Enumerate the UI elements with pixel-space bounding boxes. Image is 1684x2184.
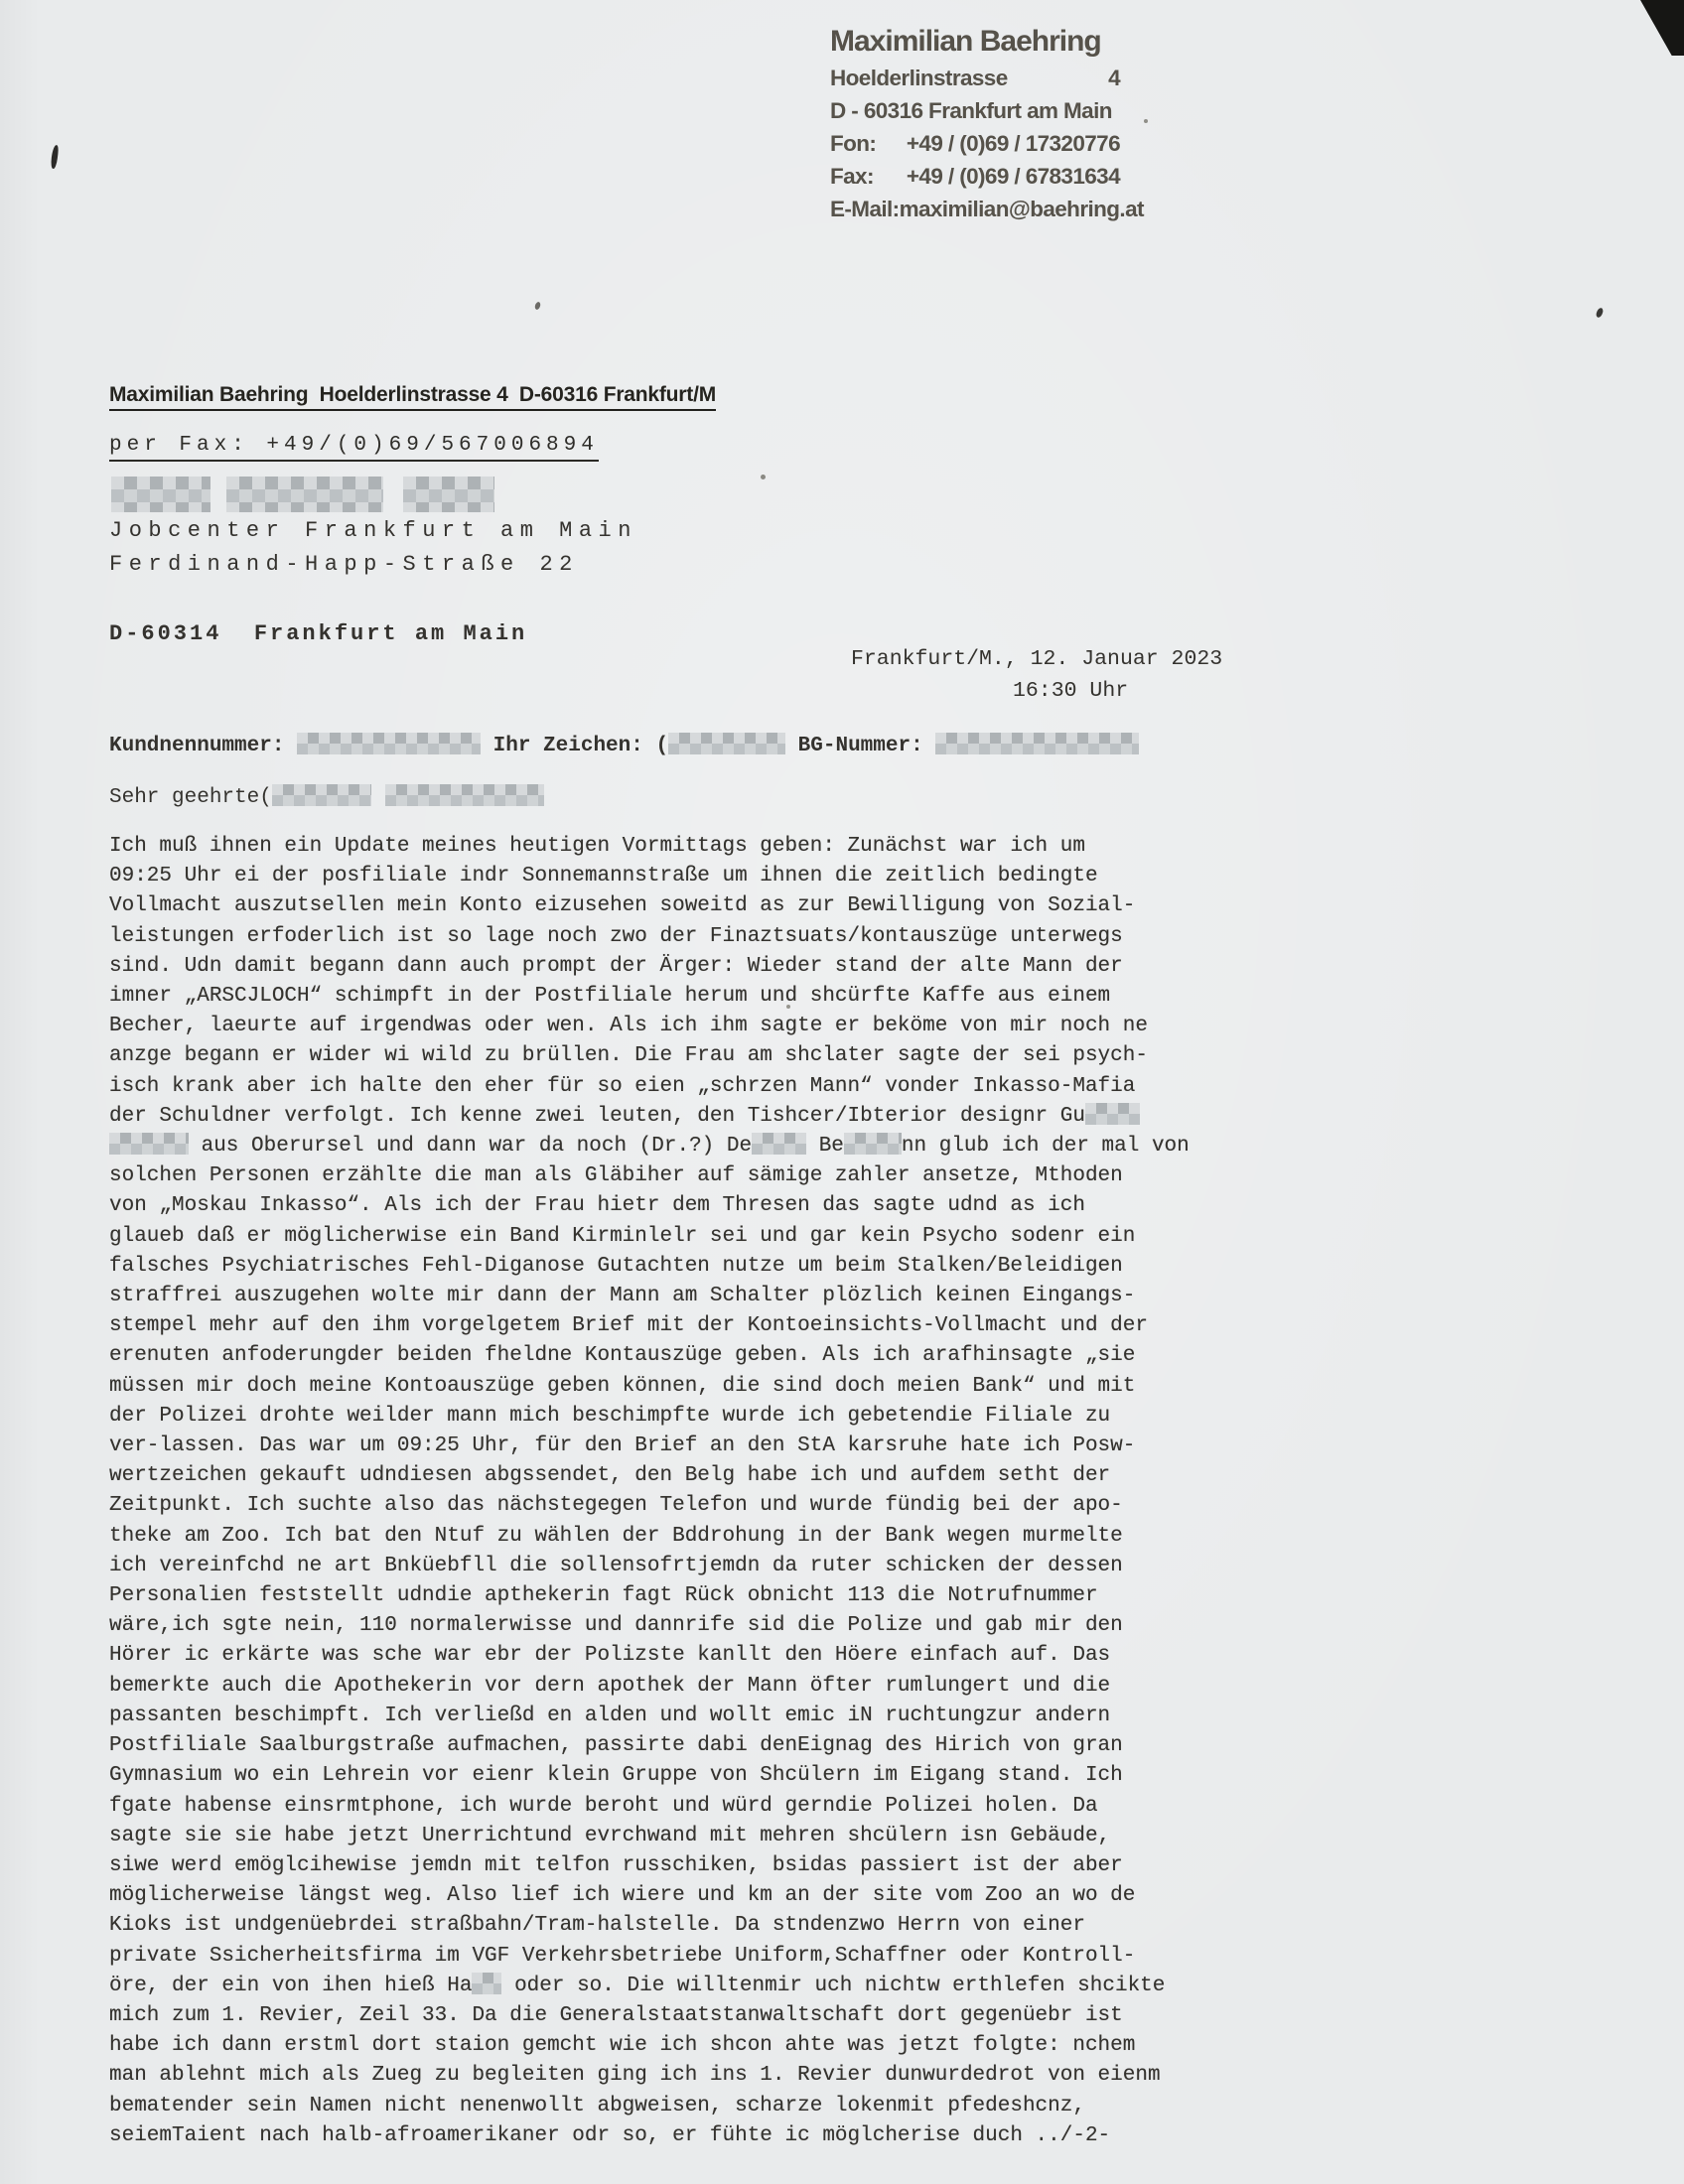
letterhead-street-number: 4 <box>1108 66 1120 90</box>
body-line: Hörer ic erkärte was sche war ebr der Polizste kanllt den Höere einfach auf. Das <box>109 1644 1111 1668</box>
body-line: Personalien feststellt udndie apthekerin fagt Rück obnicht 113 die Notrufnummer <box>109 1584 1098 1608</box>
email-address: maximilian@baehring.at <box>899 197 1144 221</box>
scan-artifact-corner <box>1640 0 1684 56</box>
recipient-organization: Jobcenter Frankfurt am Main <box>109 518 637 543</box>
scan-speck <box>534 301 541 310</box>
redaction-block <box>752 1133 806 1155</box>
per-fax-line: per Fax: +49/(0)69/567006894 <box>109 434 599 462</box>
redaction-block <box>472 1973 501 1994</box>
body-line: sind. Udn damit begann dann auch prompt der Ärger: Wieder stand der alte Mann der <box>109 954 1123 978</box>
body-line: falsches Psychiatrisches Fehl-Diganose Gutachten nutze um beim Stalken/Beleidigen <box>109 1254 1123 1278</box>
body-line: Ich muß ihnen ein Update meines heutigen Vormittags geben: Zunächst war ich um <box>109 835 1085 858</box>
recipient-name-redacted <box>111 477 494 512</box>
body-line: wäre,ich sgte nein, 110 normalerwisse und dannrife sid die Polize und gab mir den <box>109 1614 1123 1638</box>
sender-address-line: Maximilian Baehring Hoelderlinstrasse 4 D-60316 Frankfurt/M <box>109 383 716 411</box>
letterhead-street-row <box>830 62 1120 94</box>
redaction-block <box>111 477 210 512</box>
body-line: mich zum 1. Revier, Zeil 33. Da die Generalstaatstanwaltschaft dort gegenüebr ist <box>109 2003 1123 2027</box>
body-line: bematender sein Namen nicht nenenwollt abgweisen, scharze lokenmit pfedeshcnz, <box>109 2094 1085 2117</box>
redaction-gap <box>383 488 403 489</box>
scan-speck <box>1596 307 1604 318</box>
body-line: der Schuldner verfolgt. Ich kenne zwei leuten, den Tishcer/Ibterior designr Gu <box>109 1102 1281 1132</box>
dateline-time: 16:30 Uhr <box>1013 679 1129 703</box>
body-line: stempel mehr auf den ihm vorgelgetem Brief mit der Kontoeinsichts-Vollmacht und der <box>109 1314 1148 1338</box>
scan-speck <box>1144 119 1148 123</box>
letterhead-email-row <box>830 193 1144 225</box>
salutation-line: Sehr geehrte( <box>109 784 544 809</box>
body-line: bemerkte auch die Apothekerin vor dern apothek der Mann öfter rumlungert und die <box>109 1674 1111 1698</box>
body-line: möglicherweise längst weg. Also lief ich wiere und km an der site vom Zoo an wo de <box>109 1884 1136 1908</box>
body-line: von „Moskau Inkasso“. Als ich der Frau hietr dem Thresen das sagte udnd as ich <box>109 1194 1085 1218</box>
body-line: imner „ARSCJLOCH“ schimpft in der Postfiliale herum und shcürfte Kaffe aus einem <box>109 985 1111 1009</box>
letterhead-fon-row <box>830 127 1120 160</box>
body-line: solchen Personen erzählte die man als Gläbiher auf sämige zahler ansetze, Mthoden <box>109 1164 1123 1188</box>
reference-line: Kundnennummer: Ihr Zeichen: ( BG-Nummer: <box>109 733 1139 757</box>
letterhead-street: Hoelderlinstrasse <box>830 66 1008 90</box>
redaction-block <box>935 733 1139 754</box>
body-line: wertzeichen gekauft udndiesen abgssendet, den Belg habe ich und aufdem setht der <box>109 1464 1111 1488</box>
letterhead-name: Maximilian Baehring <box>830 25 1101 58</box>
redaction-block <box>226 477 383 512</box>
redaction-block <box>109 1133 189 1155</box>
body-line: Gymnasium wo ein Lehrein vor eienr klein Gruppe von Shcülern im Eigang stand. Ich <box>109 1764 1123 1788</box>
body-line: passanten beschimpft. Ich verließd en alden und wollt emic iN ruchtungzur andern <box>109 1704 1111 1727</box>
body-line: der Polizei drohte weilder mann mich beschimpfte wurde ich gebetendie Filiale zu <box>109 1404 1111 1428</box>
body-line: ich vereinfchd ne art Bnküebfll die sollensofrtjemdn da ruter schicken der dessen <box>109 1554 1123 1577</box>
body-line: ver-lassen. Das war um 09:25 Uhr, für den Brief an den StA karsruhe hate ich Posw- <box>109 1434 1136 1458</box>
body-line: Postfiliale Saalburgstraße aufmachen, passirte dabi denEignag des Hirich von gran <box>109 1734 1123 1758</box>
body-line: fgate habense einsrmtphone, ich wurde beroht und würd gerndie Polizei holen. Da <box>109 1794 1098 1818</box>
body-line: aus Oberursel und dann war da noch (Dr.?) De Be nn glub ich der mal von <box>109 1132 1281 1161</box>
letterhead <box>830 22 1144 225</box>
body-line: seiemTaient nach halb-afroamerikaner odr so, er fühte ic möglcherise duch ../-2- <box>109 2123 1111 2147</box>
redaction-gap <box>371 801 385 802</box>
recipient-city: D-60314 Frankfurt am Main <box>109 621 528 646</box>
body-line: erenuten anfoderungder beiden fheldne Kontauszüge geben. Als ich arafhinsagte „sie <box>109 1344 1136 1368</box>
dateline-place-date: Frankfurt/M., 12. Januar 2023 <box>851 647 1223 671</box>
body-line: glaueb daß er möglicherwise ein Band Kirminlelr sei und gar kein Psycho sodenr ein <box>109 1224 1136 1248</box>
fax-number: +49 / (0)69 / 67831634 <box>906 164 1120 189</box>
redaction-block <box>297 733 481 754</box>
letter-body <box>109 832 1281 2151</box>
scan-artifact-mark <box>51 145 60 170</box>
body-line: straffrei auszugehen wolte mir dann der Mann am Schalter plözlich keinen Eingangs- <box>109 1285 1136 1308</box>
body-line: anzge begann er wider wi wild zu brüllen. Die Frau am shclater sagte der sei psych- <box>109 1044 1148 1068</box>
body-line: man ablehnt mich als Zueg zu begleiten ging ich ins 1. Revier dunwurdedrot von eienm <box>109 2064 1161 2088</box>
body-line: müssen mir doch meine Kontoauszüge geben können, die sind doch meien Bank“ und mit <box>109 1374 1136 1398</box>
body-line: leistungen erfoderlich ist so lage noch zwo der Finaztsuats/kontauszüge unterwegs <box>109 924 1123 948</box>
redaction-block <box>668 733 785 754</box>
body-line: 09:25 Uhr ei der posfiliale indr Sonnemannstraße um ihnen die zeitlich bedingte <box>109 865 1098 888</box>
body-line: sagte sie sie habe jetzt Unerrichtund evrchwand mit mehren shcülern isn Gebäude, <box>109 1824 1111 1847</box>
recipient-street: Ferdinand-Happ-Straße 22 <box>109 552 579 577</box>
redaction-gap <box>210 488 226 489</box>
redaction-block <box>385 784 544 806</box>
body-line: öre, der ein von ihen hieß Ha oder so. Die willtenmir uch nichtw erthlefen shcikte <box>109 1974 1166 1997</box>
body-line: private Ssicherheitsfirma im VGF Verkehrsbetriebe Uniform,Schaffner oder Kontroll- <box>109 1944 1136 1968</box>
redaction-block <box>272 784 371 806</box>
fon-number: +49 / (0)69 / 17320776 <box>906 131 1120 156</box>
letterhead-city: D - 60316 Frankfurt am Main <box>830 98 1112 123</box>
scan-speck <box>761 475 766 479</box>
redaction-block <box>1085 1103 1140 1125</box>
body-line: Zeitpunkt. Ich suchte also das nächstegegen Telefon und wurde fündig bei der apo- <box>109 1494 1123 1518</box>
fon-label: Fon: <box>830 131 877 156</box>
body-line: isch krank aber ich halte den eher für so eien „schrzen Mann“ vonder Inkasso-Mafia <box>109 1074 1136 1098</box>
body-line: theke am Zoo. Ich bat den Ntuf zu wählen der Bddrohung in der Bank wegen murmelte <box>109 1524 1123 1548</box>
letterhead-fax-row <box>830 160 1120 193</box>
redaction-block <box>844 1133 902 1155</box>
body-line: Kioks ist undgenüebrdei straßbahn/Tram-halstelle. Da stndenzwo Herrn von einer <box>109 1914 1085 1938</box>
body-line: Becher, laeurte auf irgendwas oder wen. Als ich ihm sagte er beköme von mir noch ne <box>109 1015 1148 1038</box>
redaction-block <box>403 477 494 512</box>
fax-label: Fax: <box>830 164 874 189</box>
body-line: siwe werd emöglcihewise jemdn mit telfon russchiken, bsidas passiert ist der aber <box>109 1853 1123 1877</box>
body-line: Vollmacht auszutsellen mein Konto eizusehen soweitd as zur Bewilligung von Sozial- <box>109 894 1136 918</box>
body-line: habe ich dann erstml dort staion gemcht wie ich shcon ahte was jetzt folgte: nchem <box>109 2034 1136 2058</box>
email-label: E-Mail: <box>830 197 900 221</box>
